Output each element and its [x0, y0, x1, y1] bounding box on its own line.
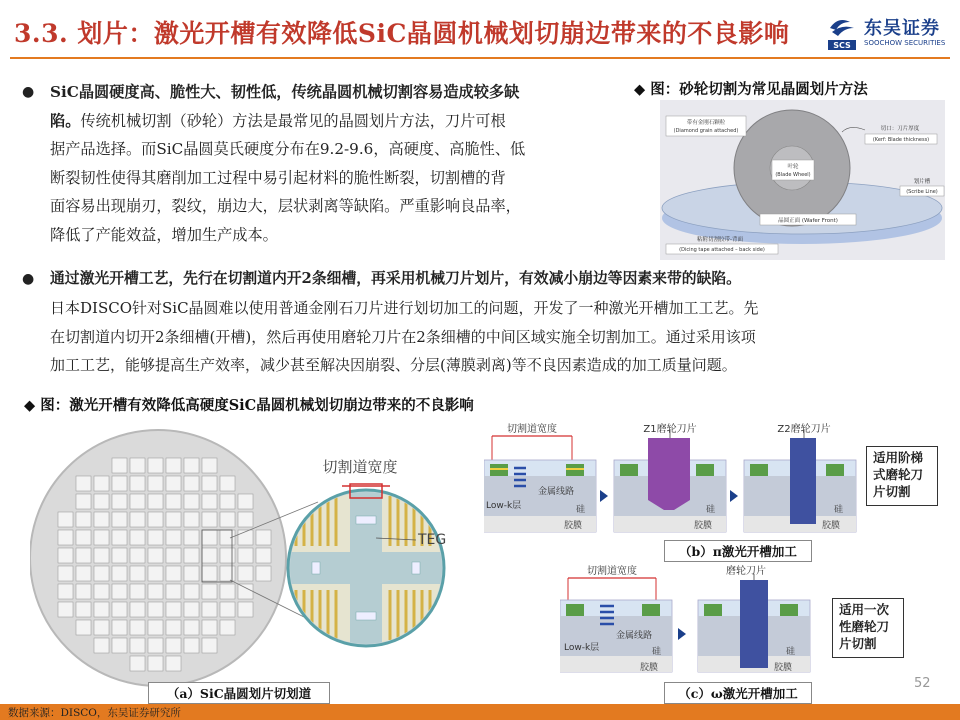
- wafer-die: [238, 602, 253, 617]
- section2-line-2: 在切割道内切开2条细槽(开槽)，然后再使用磨轮刀片在2条细槽的中间区域实施全切割加工。通过采用该项: [50, 327, 756, 346]
- wafer-die: [58, 548, 73, 563]
- wafer-die: [148, 656, 163, 671]
- svg-text:晶圆正面 (Wafer Front): 晶圆正面 (Wafer Front): [778, 218, 838, 224]
- svg-text:硅: 硅: [834, 505, 844, 515]
- page-title: 3.3. 划片：激光开槽有效降低SiC晶圆机械划切崩边带来的不良影响: [14, 19, 790, 48]
- wafer-die: [202, 638, 217, 653]
- wafer-die: [94, 494, 109, 509]
- wafer-die: [202, 458, 217, 473]
- wafer-die: [184, 476, 199, 491]
- wafer-die: [238, 530, 253, 545]
- wafer-die: [76, 620, 91, 635]
- section1-line-2: 陷。传统机械切割（砂轮）方法是最常见的晶圆划片方法，刀片可根: [50, 111, 506, 130]
- section2-paragraph: [50, 294, 759, 380]
- wafer-die: [148, 584, 163, 599]
- wafer-die: [202, 620, 217, 635]
- wafer-die: [76, 476, 91, 491]
- svg-text:硅: 硅: [652, 647, 662, 657]
- wafer-die: [184, 638, 199, 653]
- figure2c-caption: （c）ω激光开槽加工: [664, 682, 812, 704]
- svg-text:金属线路: 金属线路: [616, 631, 653, 641]
- wafer-die: [130, 638, 145, 653]
- wafer-die: [256, 530, 271, 545]
- svg-text:胶膜: 胶膜: [822, 521, 841, 531]
- wafer-die: [220, 602, 235, 617]
- wafer-die: [202, 512, 217, 527]
- wafer-die: [202, 602, 217, 617]
- wafer-die: [238, 512, 253, 527]
- z1-blade-icon: [648, 438, 690, 510]
- wafer-die: [130, 620, 145, 635]
- wafer-die: [148, 476, 163, 491]
- svg-text:金属线路: 金属线路: [538, 487, 575, 497]
- wafer-die: [202, 548, 217, 563]
- logo-mark-icon: [826, 14, 860, 54]
- figure2b-note: 适用阶梯式磨轮刀片切割: [866, 446, 938, 506]
- wafer-die: [94, 584, 109, 599]
- dicing-blade-icon: [740, 580, 768, 668]
- section1-line-4: 断裂韧性使得其磨削加工过程中易引起材料的脆性断裂，切割槽的背: [50, 168, 506, 187]
- wafer-die: [184, 458, 199, 473]
- wafer-die: [166, 512, 181, 527]
- wafer-die: [220, 584, 235, 599]
- svg-text:切口：刀片厚度: 切口：刀片厚度: [880, 126, 920, 132]
- wafer-die: [94, 530, 109, 545]
- wafer-die: [166, 638, 181, 653]
- wafer-die: [76, 584, 91, 599]
- pi-laser-grooving-diagram: [484, 420, 864, 540]
- wafer-die: [238, 548, 253, 563]
- wafer-street-diagram: [30, 426, 460, 688]
- wafer-die: [112, 458, 127, 473]
- wafer-die: [112, 620, 127, 635]
- wafer-die: [112, 494, 127, 509]
- wafer-die: [58, 512, 73, 527]
- svg-text:(Blade Wheel): (Blade Wheel): [775, 172, 811, 178]
- wafer-die: [184, 602, 199, 617]
- wafer-die: [202, 566, 217, 581]
- wafer-die: [76, 566, 91, 581]
- svg-text:胶膜: 胶膜: [640, 663, 659, 673]
- svg-text:Low-k层: Low-k层: [486, 501, 522, 511]
- wafer-die: [130, 548, 145, 563]
- wafer-die: [220, 530, 235, 545]
- wafer-die: [148, 602, 163, 617]
- wafer-die: [76, 512, 91, 527]
- wafer-die: [220, 476, 235, 491]
- wafer-die: [220, 566, 235, 581]
- wafer-die: [238, 566, 253, 581]
- svg-text:胶膜: 胶膜: [694, 521, 713, 531]
- figure1-caption: ◆ 图：砂轮切割为常见晶圆划片方法: [634, 81, 868, 98]
- svg-text:Low-k层: Low-k层: [564, 643, 600, 653]
- svg-text:带有金刚石颗粒: 带有金刚石颗粒: [686, 120, 726, 126]
- figure2b-caption: （b）π激光开槽加工: [664, 540, 812, 562]
- wafer-die: [166, 566, 181, 581]
- svg-text:磨轮刀片: 磨轮刀片: [726, 566, 766, 577]
- svg-text:硅: 硅: [576, 505, 586, 515]
- section2-line-1: 日本DISCO针对SiC晶圆难以使用普通金刚石刀片进行划切加工的问题，开发了一种激光开槽加工工艺。先: [50, 299, 759, 317]
- wafer-die: [148, 512, 163, 527]
- wafer-die: [58, 530, 73, 545]
- wafer-die: [184, 512, 199, 527]
- svg-text:粘附切割胶带-背面: 粘附切割胶带-背面: [697, 237, 743, 243]
- wafer-die: [256, 566, 271, 581]
- wafer-die: [130, 566, 145, 581]
- source-note: 数据来源：DISCO，东吴证券研究所: [8, 707, 181, 719]
- wafer-die: [220, 494, 235, 509]
- wafer-die: [184, 584, 199, 599]
- figure2a-caption: （a）SiC晶圆划片切划道: [148, 682, 330, 704]
- wafer-die: [220, 548, 235, 563]
- wafer-die: [76, 494, 91, 509]
- wafer-die: [166, 494, 181, 509]
- wafer-die: [94, 512, 109, 527]
- svg-text:硅: 硅: [786, 647, 796, 657]
- figure2c-note: 适用一次性磨轮刀片切割: [832, 598, 904, 658]
- section1-paragraph: [50, 78, 630, 249]
- wafer-die: [94, 602, 109, 617]
- wafer-die: [130, 458, 145, 473]
- wafer-die: [148, 566, 163, 581]
- section2-headline: 通过激光开槽工艺，先行在切割道内开2条细槽，再采用机械刀片划片，有效减小崩边等因素来带的缺陷。: [50, 270, 741, 287]
- wafer-die: [220, 620, 235, 635]
- section2-bullet: ●: [22, 271, 35, 287]
- svg-text:(Kerf: Blade thickness): (Kerf: Blade thickness): [872, 137, 930, 143]
- section1-line-6: 降低了产能效益，增加生产成本。: [50, 225, 278, 244]
- brand-logo: [826, 14, 950, 54]
- wafer-die: [112, 512, 127, 527]
- wafer-die: [202, 494, 217, 509]
- arrow-right-icon: [600, 490, 608, 502]
- svg-text:(Diamond grain attached): (Diamond grain attached): [673, 128, 739, 134]
- wafer-die: [184, 548, 199, 563]
- footer-bar: [0, 704, 960, 720]
- wafer-die: [94, 476, 109, 491]
- wafer-die: [166, 476, 181, 491]
- page-number: 52: [914, 676, 931, 691]
- wafer-die: [58, 584, 73, 599]
- wafer-die: [94, 620, 109, 635]
- wafer-die: [148, 458, 163, 473]
- wafer-die: [166, 530, 181, 545]
- wafer-die: [58, 602, 73, 617]
- wafer-die: [112, 638, 127, 653]
- wafer-die: [130, 602, 145, 617]
- svg-text:Z2磨轮刀片: Z2磨轮刀片: [777, 424, 831, 435]
- blade-dicing-diagram: [660, 100, 945, 260]
- svg-text:TEG: TEG: [418, 532, 447, 548]
- wafer-die: [148, 530, 163, 545]
- wafer-die: [238, 494, 253, 509]
- svg-text:切割道宽度: 切割道宽度: [322, 458, 398, 476]
- section1-line-1: SiC晶圆硬度高、脆性大、韧性低，传统晶圆机械切割容易造成较多缺: [50, 83, 520, 101]
- section1-line-5: 面容易出现崩刃，裂纹，崩边大，层状剥离等缺陷。严重影响良品率，: [50, 197, 521, 215]
- wafer-die: [166, 548, 181, 563]
- wafer-die: [94, 566, 109, 581]
- z2-blade-icon: [790, 438, 816, 524]
- wafer-die: [112, 548, 127, 563]
- wafer-die: [220, 512, 235, 527]
- logo-text-en: SOOCHOW SECURITIES: [864, 39, 946, 47]
- omega-laser-grooving-diagram: [560, 562, 820, 680]
- header-divider: [10, 57, 950, 59]
- wafer-die: [148, 638, 163, 653]
- section1-line-3: 据产品选择。而SiC晶圆莫氏硬度分布在9.2-9.6，高硬度、高脆性、低: [50, 140, 526, 158]
- svg-text:Z1磨轮刀片: Z1磨轮刀片: [643, 424, 697, 435]
- wafer-die: [166, 620, 181, 635]
- wafer-die: [184, 494, 199, 509]
- wafer-die: [112, 476, 127, 491]
- svg-text:(Scribe Line): (Scribe Line): [906, 189, 938, 195]
- section1-bullet: ●: [22, 84, 35, 100]
- wafer-die: [130, 530, 145, 545]
- svg-text:切割道宽度: 切割道宽度: [507, 424, 557, 435]
- wafer-die: [202, 476, 217, 491]
- wafer-die: [58, 566, 73, 581]
- svg-text:硅: 硅: [706, 505, 716, 515]
- wafer-die: [112, 602, 127, 617]
- wafer-die: [130, 656, 145, 671]
- svg-text:(Dicing tape attached – back s: (Dicing tape attached – back side): [679, 247, 765, 253]
- logo-text-cn: 东吴证券: [864, 18, 940, 39]
- svg-text:叶轮: 叶轮: [787, 164, 799, 170]
- wafer-die: [148, 620, 163, 635]
- wafer-die: [76, 602, 91, 617]
- wafer-die: [184, 530, 199, 545]
- wafer-die: [148, 548, 163, 563]
- wafer-die: [184, 566, 199, 581]
- svg-text:切割道宽度: 切割道宽度: [587, 566, 637, 577]
- wafer-die: [130, 584, 145, 599]
- svg-text:SCS: SCS: [833, 41, 851, 50]
- figure2-caption: ◆ 图：激光开槽有效降低高硬度SiC晶圆机械划切崩边带来的不良影响: [24, 397, 474, 414]
- wafer-die: [130, 512, 145, 527]
- wafer-die: [130, 494, 145, 509]
- wafer-die: [76, 548, 91, 563]
- wafer-die: [130, 476, 145, 491]
- wafer-die: [166, 602, 181, 617]
- wafer-die: [112, 566, 127, 581]
- svg-text:胶膜: 胶膜: [774, 663, 793, 673]
- wafer-die: [112, 530, 127, 545]
- wafer-die: [76, 530, 91, 545]
- wafer-die: [166, 584, 181, 599]
- wafer-die: [148, 494, 163, 509]
- wafer-die: [238, 584, 253, 599]
- svg-text:胶膜: 胶膜: [564, 521, 583, 531]
- svg-text:划片槽: 划片槽: [913, 179, 931, 185]
- wafer-die: [184, 620, 199, 635]
- wafer-die: [202, 584, 217, 599]
- wafer-die: [112, 584, 127, 599]
- wafer-die: [166, 656, 181, 671]
- wafer-die: [256, 548, 271, 563]
- section2-line-3: 加工工艺，能够提高生产效率，减少甚至解决因崩裂、分层(薄膜剥离)等不良因素造成的加工质量问题。: [50, 356, 737, 374]
- wafer-die: [94, 638, 109, 653]
- wafer-die: [94, 548, 109, 563]
- wafer-die: [166, 458, 181, 473]
- wafer-die: [202, 530, 217, 545]
